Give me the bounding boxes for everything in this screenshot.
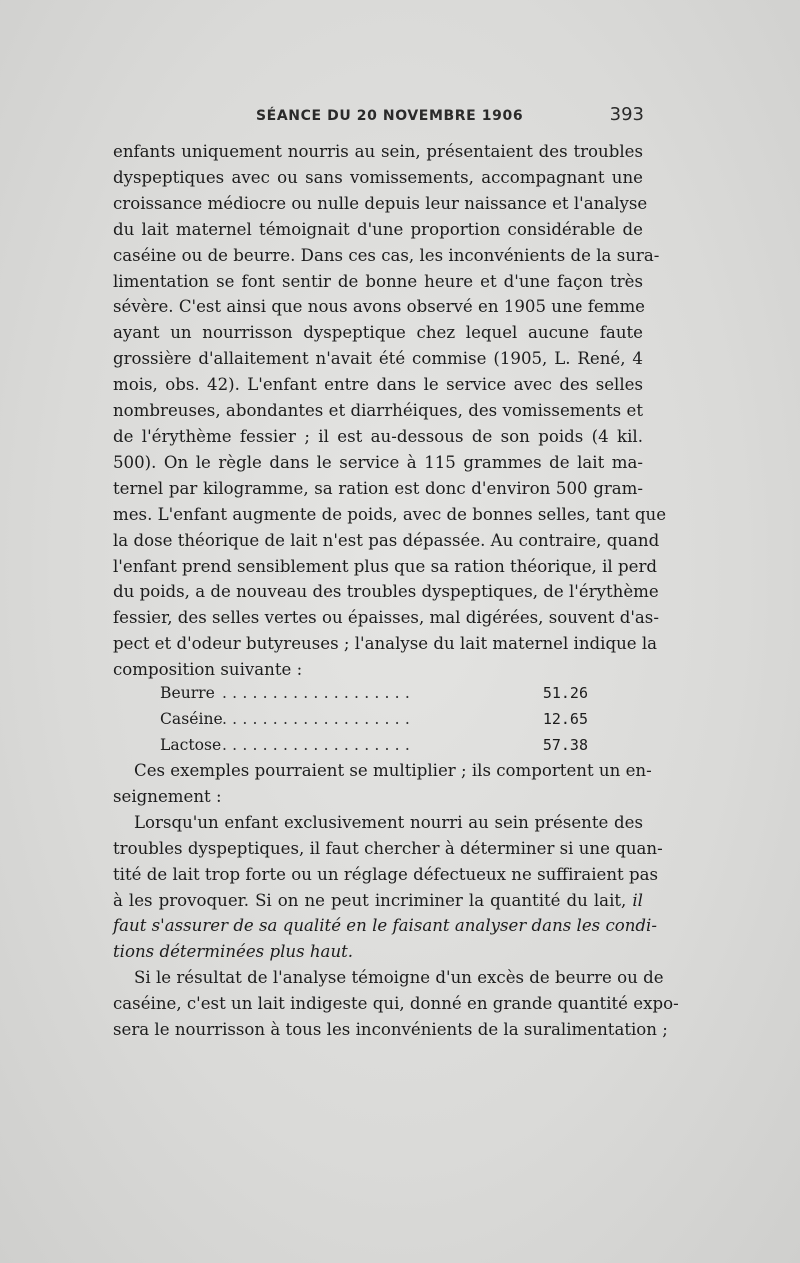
text-line: enfants uniquement nourris au sein, présentaient des troubles: [113, 142, 643, 161]
text-line: fessier, des selles vertes ou épaisses, mal digérées, souvent d'as-: [113, 608, 659, 628]
running-header: [112, 104, 644, 130]
text-line-mixed: [113, 888, 643, 914]
italic-segment: il: [632, 890, 643, 910]
text-line: ayant un nourrisson dyspeptique chez lequel aucune faute: [113, 323, 643, 343]
text-segment: à les provoquer. Si on ne peut incriminer la quantité du lait,: [113, 890, 627, 910]
component-name: Beurre: [160, 684, 215, 702]
text-line: caséine, c'est un lait indigeste qui, donné en grande quantité expo-: [113, 994, 679, 1014]
leader-dots: ...................: [222, 710, 415, 728]
text-line: Ces exemples pourraient se multiplier ; ils comportent un en-: [134, 761, 652, 780]
text-line: seignement :: [113, 786, 222, 806]
italic-line: tions déterminées plus haut.: [113, 942, 354, 962]
leader-dots: ...................: [222, 736, 415, 754]
component-name: Lactose: [160, 736, 222, 754]
text-line: mois, obs. 42). L'enfant entre dans le service avec des selles: [113, 375, 643, 395]
text-line: croissance médiocre ou nulle depuis leur naissance et l'analyse: [113, 193, 648, 213]
text-line: nombreuses, abondantes et diarrhéiques, des vomissements et: [113, 401, 643, 421]
text-line: pect et d'odeur butyreuses ; l'analyse du lait maternel indique la: [113, 634, 658, 654]
text-line: grossière d'allaitement n'avait été commise (1905, L. René, 4: [113, 349, 643, 369]
text-line: ternel par kilogramme, sa ration est donc d'environ 500 gram-: [113, 478, 643, 498]
component-value: 12.65: [542, 710, 588, 728]
text-line: 500). On le règle dans le service à 115 grammes de lait ma-: [113, 452, 643, 472]
text-line: mes. L'enfant augmente de poids, avec de bonnes selles, tant que: [113, 504, 667, 524]
composition-row: [160, 707, 590, 733]
composition-row: [160, 733, 590, 759]
body-paragraphs-2: [113, 758, 679, 1043]
text-line: Si le résultat de l'analyse témoigne d'un excès de beurre ou de: [134, 968, 664, 988]
text-line: Lorsqu'un enfant exclusivement nourri au sein présente des: [134, 812, 643, 832]
text-line: la dose théorique de lait n'est pas dépassée. Au contraire, quand: [113, 530, 660, 550]
text-line: du lait maternel témoignait d'une proportion considérable de: [113, 219, 643, 239]
text-line: caséine ou de beurre. Dans ces cas, les inconvénients de la sura-: [113, 245, 660, 265]
component-value: 51.26: [542, 684, 588, 702]
italic-line: faut s'assurer de sa qualité en le faisant analyser dans les condi-: [113, 916, 657, 936]
text-line: troubles dyspeptiques, il faut chercher à déterminer si une quan-: [113, 838, 663, 858]
component-value: 57.38: [542, 736, 588, 754]
body-paragraph-1: [113, 139, 667, 683]
component-name: Caséine: [160, 710, 223, 728]
header-title: SÉANCE DU 20 NOVEMBRE 1906: [256, 108, 524, 124]
text-line: dyspeptiques avec ou sans vomissements, accompagnant une: [113, 167, 643, 187]
text-line: de l'érythème fessier ; il est au-dessous de son poids (4 kil.: [113, 426, 643, 446]
composition-table: [160, 681, 590, 759]
leader-dots: ...................: [222, 684, 415, 702]
text-line: sera le nourrisson à tous les inconvénients de la suralimentation ;: [113, 1020, 668, 1040]
text-line: composition suivante :: [113, 660, 303, 680]
page-number: 393: [609, 104, 644, 125]
text-line: tité de lait trop forte ou un réglage défectueux ne suffiraient pas: [113, 864, 659, 884]
text-line: du poids, a de nouveau des troubles dyspeptiques, de l'érythème: [113, 582, 659, 602]
composition-row: [160, 681, 590, 707]
text-line: limentation se font sentir de bonne heure et d'une façon très: [113, 271, 643, 291]
text-line: sévère. C'est ainsi que nous avons observé en 1905 une femme: [113, 297, 646, 317]
text-line: l'enfant prend sensiblement plus que sa ration théorique, il perd: [113, 556, 657, 576]
